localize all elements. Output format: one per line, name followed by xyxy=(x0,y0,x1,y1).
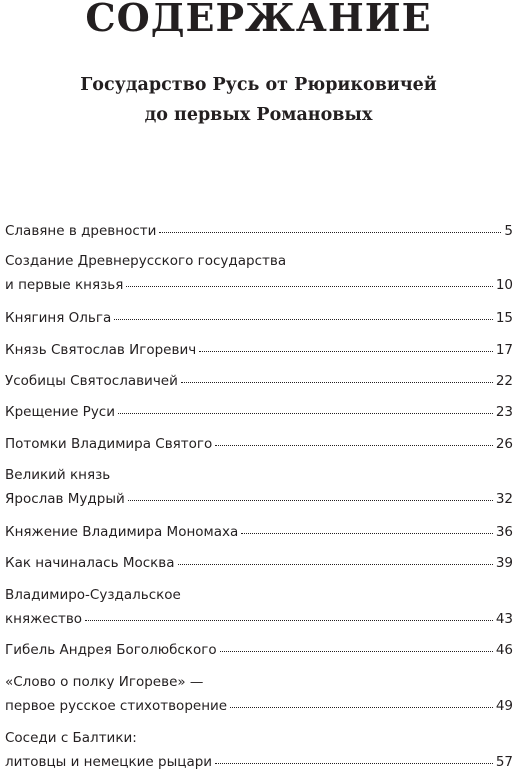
toc-entry-title-line: Владимиро-Суздальское xyxy=(5,587,181,603)
toc-entry-page: 22 xyxy=(495,373,513,389)
subtitle-line-2: до первых Романовых xyxy=(144,105,373,125)
dot-leader xyxy=(178,564,493,565)
toc-entry-title: княжество xyxy=(5,611,83,627)
toc-entry-title-line: Великий князь xyxy=(5,467,111,483)
dot-leader xyxy=(220,651,493,652)
dot-leader xyxy=(230,707,493,708)
toc-entry[interactable] xyxy=(5,369,513,393)
toc-entry-title: Княжение Владимира Мономаха xyxy=(5,524,239,540)
toc-entry[interactable] xyxy=(5,638,513,662)
toc-entry[interactable] xyxy=(5,520,513,544)
toc-entry-title-line: «Слово о полку Игореве» — xyxy=(5,674,204,690)
toc-entry-page: 49 xyxy=(495,698,513,714)
toc-entry[interactable] xyxy=(5,400,513,424)
toc-entry-title: Ярослав Мудрый xyxy=(5,491,125,507)
toc-entry[interactable] xyxy=(5,219,513,243)
toc-entry[interactable] xyxy=(5,338,513,362)
toc-entry-page: 43 xyxy=(495,611,513,627)
page-subtitle xyxy=(0,70,517,130)
toc-entry-title-line: Соседи с Балтики: xyxy=(5,730,137,746)
toc-entry-title: Славяне в древности xyxy=(5,223,157,239)
toc-entry-title: Князь Святослав Игоревич xyxy=(5,342,197,358)
toc-entry[interactable] xyxy=(5,249,513,297)
toc-entry[interactable] xyxy=(5,306,513,330)
subtitle-line-1: Государство Русь от Рюриковичей xyxy=(80,75,437,95)
toc-entry-page: 26 xyxy=(495,436,513,452)
toc-entry-title-line: Создание Древнерусского государства xyxy=(5,253,287,269)
toc-entry-page: 36 xyxy=(495,524,513,540)
toc-entry[interactable] xyxy=(5,463,513,511)
toc-entry-page: 32 xyxy=(495,491,513,507)
dot-leader xyxy=(85,620,493,621)
toc-entry-title: Княгиня Ольга xyxy=(5,310,112,326)
toc-entry[interactable] xyxy=(5,670,513,718)
dot-leader xyxy=(159,232,501,233)
dot-leader xyxy=(215,445,493,446)
toc-entry-title: первое русское стихотворение xyxy=(5,698,228,714)
toc-entry-title: Как начиналась Москва xyxy=(5,555,175,571)
toc-entry[interactable] xyxy=(5,726,513,774)
toc-entry-page: 5 xyxy=(504,223,513,239)
toc-entry-title: литовцы и немецкие рыцари xyxy=(5,754,213,770)
dot-leader xyxy=(126,286,492,287)
toc-entry-page: 57 xyxy=(495,754,513,770)
toc-entry-title: Крещение Руси xyxy=(5,404,116,420)
toc-entry-page: 10 xyxy=(495,277,513,293)
toc-entry-page: 17 xyxy=(495,342,513,358)
dot-leader xyxy=(128,500,493,501)
toc-entry-title: Потомки Владимира Святого xyxy=(5,436,213,452)
page-title: СОДЕРЖАНИЕ xyxy=(85,0,432,40)
toc-entry-page: 23 xyxy=(495,404,513,420)
toc-entry[interactable] xyxy=(5,432,513,456)
toc-entry-title: и первые князья xyxy=(5,277,124,293)
toc-entry-page: 15 xyxy=(495,310,513,326)
dot-leader xyxy=(241,533,493,534)
toc-entry-title: Усобицы Святославичей xyxy=(5,373,178,389)
toc-entry[interactable] xyxy=(5,583,513,631)
toc-entry-page: 46 xyxy=(495,642,513,658)
dot-leader xyxy=(118,413,493,414)
toc-entry[interactable] xyxy=(5,551,513,575)
dot-leader xyxy=(181,382,493,383)
dot-leader xyxy=(114,319,493,320)
dot-leader xyxy=(199,351,493,352)
toc-entry-page: 39 xyxy=(495,555,513,571)
toc-entry-title: Гибель Андрея Боголюбского xyxy=(5,642,217,658)
dot-leader xyxy=(215,763,493,764)
